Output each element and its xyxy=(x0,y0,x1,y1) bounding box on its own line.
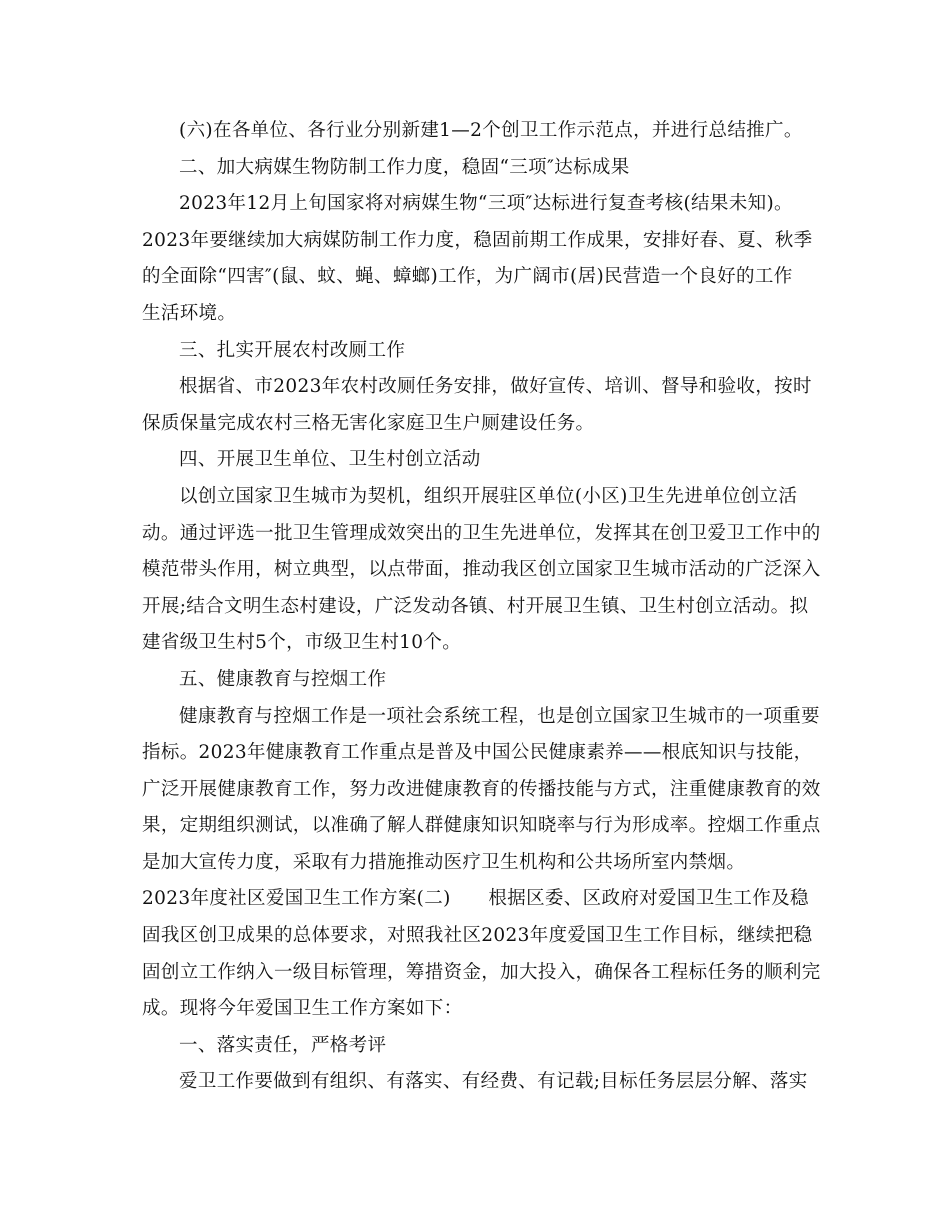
text-line: 健康教育与控烟工作是一项社会系统工程，也是创立国家卫生城市的一项重要 xyxy=(179,705,820,727)
text-line: 广泛开展健康教育工作，努力改进健康教育的传播技能与方式，注重健康教育的效 xyxy=(142,778,821,800)
text-line: 生活环境。 xyxy=(142,302,237,324)
text-line: 成。现将今年爱国卫生工作方案如下： xyxy=(142,998,463,1020)
text-line: 模范带头作用，树立典型，以点带面，推动我区创立国家卫生城市活动的广泛深入 xyxy=(142,559,821,581)
text-line: 2023年要继续加大病媒防制工作力度，稳固前期工作成果，安排好春、夏、秋季 xyxy=(142,229,813,251)
text-line: 2023年度社区爱国卫生工作方案(二) 根据区委、区政府对爱国卫生工作及稳 xyxy=(142,888,809,910)
text-line: (六)在各单位、各行业分别新建1—2个创卫工作示范点，并进行总结推广。 xyxy=(179,120,803,141)
section-heading: 四、开展卫生单位、卫生村创立活动 xyxy=(179,449,481,471)
text-line: 固我区创卫成果的总体要求，对照我社区2023年度爱国卫生工作目标，继续把稳 xyxy=(142,925,813,947)
text-line: 动。通过评选一批卫生管理成效突出的卫生先进单位，发挥其在创卫爱卫工作中的 xyxy=(142,522,821,544)
text-line: 的全面除“四害″(鼠、蚊、蝇、蟑螂)工作，为广阔市(居)民营造一个良好的工作 xyxy=(142,266,793,288)
text-line: 保质保量完成农村三格无害化家庭卫生户厕建设任务。 xyxy=(142,412,595,434)
document-body xyxy=(142,113,821,1101)
text-line: 果，定期组织测试，以准确了解人群健康知识知晓率与行为形成率。控烟工作重点 xyxy=(142,815,821,837)
section-heading: 三、扎实开展农村改厕工作 xyxy=(179,339,406,361)
text-line: 指标。2023年健康教育工作重点是普及中国公民健康素养——根底知识与技能， xyxy=(142,742,813,764)
text-line: 爱卫工作要做到有组织、有落实、有经费、有记载;目标任务层层分解、落实 xyxy=(179,1071,808,1093)
text-line: 建省级卫生村5个，市级卫生村10个。 xyxy=(142,632,462,654)
text-line: 是加大宣传力度，采取有力措施推动医疗卫生机构和公共场所室内禁烟。 xyxy=(142,851,746,873)
text-line: 根据省、市2023年农村改厕任务安排，做好宣传、培训、督导和验收，按时 xyxy=(179,376,812,398)
text-line: 固创立工作纳入一级目标管理，筹措资金，加大投入，确保各工程标任务的顺利完 xyxy=(142,961,821,983)
text-line: 开展;结合文明生态村建设，广泛发动各镇、村开展卫生镇、卫生村创立活动。拟 xyxy=(142,595,809,617)
text-line: 2023年12月上旬国家将对病媒生物“三项″达标进行复查考核(结果未知)。 xyxy=(179,193,793,215)
text-line: 以创立国家卫生城市为契机，组织开展驻区单位(小区)卫生先进单位创立活 xyxy=(179,485,798,507)
section-heading: 五、健康教育与控烟工作 xyxy=(179,668,387,690)
section-heading: 一、落实责任，严格考评 xyxy=(179,1034,387,1056)
section-heading: 二、加大病媒生物防制工作力度，稳固“三项″达标成果 xyxy=(179,156,630,178)
